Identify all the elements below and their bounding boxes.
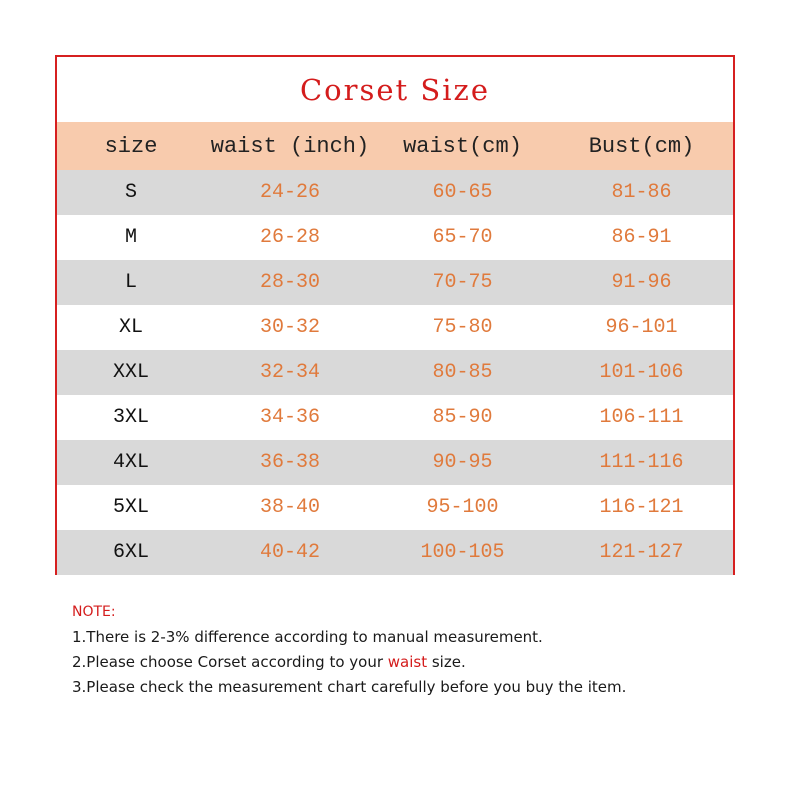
note-line-3: 3.Please check the measurement chart carefully before you buy the item. (72, 678, 627, 696)
size-cell: 6XL (112, 541, 149, 564)
size-cell: M (124, 226, 137, 249)
size-cell: 4XL (112, 451, 149, 474)
waist-cm-cell: 90-95 (432, 451, 493, 474)
table-row (57, 395, 733, 440)
note-line-2-text-before: 2.Please choose Corset according to your (72, 653, 388, 671)
table-row (57, 440, 733, 485)
size-cell: 5XL (112, 496, 149, 519)
note-heading: NOTE: (72, 604, 116, 620)
bust-cm-cell: 116-121 (599, 496, 684, 519)
table-row (57, 485, 733, 530)
waist-inch-cell: 34-36 (259, 406, 320, 429)
notes-section (72, 600, 772, 700)
waist-cm-cell: 95-100 (426, 496, 499, 519)
size-cell: L (124, 271, 137, 294)
size-table (57, 122, 733, 575)
size-cell: XXL (112, 361, 149, 384)
bust-cm-cell: 111-116 (599, 451, 684, 474)
waist-inch-cell: 24-26 (259, 181, 320, 204)
column-header-size: size (104, 133, 158, 159)
table-row (57, 350, 733, 395)
table-header-row (57, 122, 733, 170)
bust-cm-cell: 81-86 (611, 181, 672, 204)
column-header-bust-cm: Bust(cm) (588, 133, 695, 159)
waist-cm-cell: 60-65 (432, 181, 493, 204)
size-cell: 3XL (112, 406, 149, 429)
bust-cm-cell: 91-96 (611, 271, 672, 294)
size-cell: S (124, 181, 137, 204)
waist-cm-cell: 100-105 (420, 541, 505, 564)
note-line-2-text-after: size. (427, 653, 466, 671)
column-header-waist-cm: waist(cm) (403, 133, 522, 159)
waist-inch-cell: 32-34 (259, 361, 320, 384)
table-row (57, 260, 733, 305)
waist-cm-cell: 75-80 (432, 316, 493, 339)
table-row (57, 170, 733, 215)
waist-inch-cell: 26-28 (259, 226, 320, 249)
waist-inch-cell: 38-40 (259, 496, 320, 519)
table-row (57, 215, 733, 260)
note-highlight-waist: waist (387, 653, 428, 671)
waist-cm-cell: 80-85 (432, 361, 493, 384)
waist-cm-cell: 85-90 (432, 406, 493, 429)
note-line-1: 1.There is 2-3% difference according to manual measurement. (72, 628, 543, 646)
waist-inch-cell: 28-30 (259, 271, 320, 294)
bust-cm-cell: 106-111 (599, 406, 684, 429)
waist-inch-cell: 30-32 (259, 316, 320, 339)
waist-inch-cell: 36-38 (259, 451, 320, 474)
waist-inch-cell: 40-42 (259, 541, 320, 564)
size-cell: XL (118, 316, 143, 339)
table-row (57, 530, 733, 575)
waist-cm-cell: 65-70 (432, 226, 493, 249)
size-chart (55, 55, 735, 575)
bust-cm-cell: 96-101 (605, 316, 678, 339)
column-header-waist-inch: waist (inch) (210, 133, 370, 159)
bust-cm-cell: 101-106 (599, 361, 684, 384)
waist-cm-cell: 70-75 (432, 271, 493, 294)
note-line-2 (72, 650, 772, 675)
table-row (57, 305, 733, 350)
chart-title: Corset Size (299, 72, 490, 107)
bust-cm-cell: 86-91 (611, 226, 672, 249)
bust-cm-cell: 121-127 (599, 541, 684, 564)
